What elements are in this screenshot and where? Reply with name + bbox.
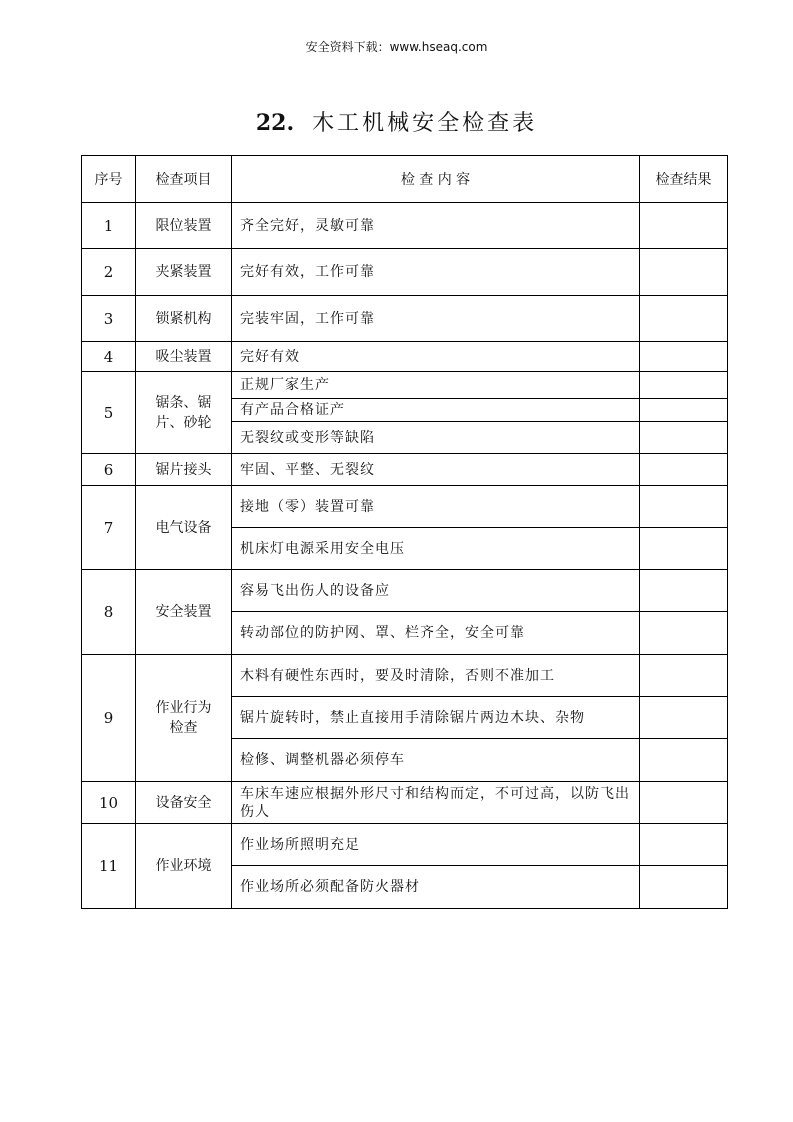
row-content: 牢固、平整、无裂纹 — [232, 454, 640, 486]
inspection-table — [81, 155, 728, 909]
result-cell — [640, 342, 728, 372]
row-item: 限位装置 — [136, 203, 232, 249]
result-cell — [640, 399, 728, 422]
result-cell — [640, 570, 728, 612]
row-number: 11 — [82, 824, 136, 909]
table-row — [82, 454, 728, 486]
row-item: 安全装置 — [136, 570, 232, 655]
row-content: 完好有效 — [232, 342, 640, 372]
result-cell — [640, 203, 728, 249]
table-row — [82, 824, 728, 866]
result-cell — [640, 612, 728, 655]
row-number: 10 — [82, 782, 136, 824]
result-cell — [640, 782, 728, 824]
table-row — [82, 570, 728, 612]
table-row — [82, 203, 728, 249]
row-content: 接地（零）装置可靠 — [232, 486, 640, 528]
result-cell — [640, 454, 728, 486]
row-number: 7 — [82, 486, 136, 570]
row-content: 有产品合格证产 — [232, 399, 640, 422]
row-number: 3 — [82, 296, 136, 342]
row-item: 锯片接头 — [136, 454, 232, 486]
row-number: 5 — [82, 372, 136, 454]
column-header-content: 检 查 内 容 — [232, 156, 640, 203]
row-content: 无裂纹或变形等缺陷 — [232, 422, 640, 454]
column-header-num: 序号 — [82, 156, 136, 203]
row-content: 作业场所必须配备防火器材 — [232, 866, 640, 909]
result-cell — [640, 249, 728, 296]
page-title — [0, 106, 793, 137]
row-content: 作业场所照明充足 — [232, 824, 640, 866]
column-header-item: 检查项目 — [136, 156, 232, 203]
row-number: 6 — [82, 454, 136, 486]
result-cell — [640, 866, 728, 909]
row-content: 锯片旋转时，禁止直接用手清除锯片两边木块、杂物 — [232, 697, 640, 739]
row-item: 夹紧装置 — [136, 249, 232, 296]
row-content: 正规厂家生产 — [232, 372, 640, 399]
table-row — [82, 486, 728, 528]
row-item: 电气设备 — [136, 486, 232, 570]
result-cell — [640, 372, 728, 399]
row-item: 设备安全 — [136, 782, 232, 824]
row-content: 完装牢固，工作可靠 — [232, 296, 640, 342]
row-content: 木料有硬性东西时，要及时清除，否则不准加工 — [232, 655, 640, 697]
column-header-result: 检查结果 — [640, 156, 728, 203]
row-number: 1 — [82, 203, 136, 249]
result-cell — [640, 697, 728, 739]
row-content: 齐全完好，灵敏可靠 — [232, 203, 640, 249]
row-item: 锯条、锯片、砂轮 — [136, 372, 232, 454]
row-number: 2 — [82, 249, 136, 296]
table-row — [82, 342, 728, 372]
row-content: 检修、调整机器必须停车 — [232, 739, 640, 782]
row-content: 车床车速应根据外形尺寸和结构而定，不可过高，以防飞出伤人 — [232, 782, 640, 824]
title-text: 木工机械安全检查表 — [312, 111, 538, 136]
result-cell — [640, 296, 728, 342]
result-cell — [640, 655, 728, 697]
row-content: 转动部位的防护网、罩、栏齐全，安全可靠 — [232, 612, 640, 655]
row-item: 锁紧机构 — [136, 296, 232, 342]
row-content: 机床灯电源采用安全电压 — [232, 528, 640, 570]
table-row — [82, 782, 728, 824]
result-cell — [640, 528, 728, 570]
row-number: 4 — [82, 342, 136, 372]
row-item: 作业环境 — [136, 824, 232, 909]
table-row — [82, 296, 728, 342]
row-content: 容易飞出伤人的设备应 — [232, 570, 640, 612]
page-header: 安全资料下载：www.hseaq.com — [305, 40, 488, 54]
title-number: 22. — [255, 110, 295, 136]
result-cell — [640, 824, 728, 866]
table-row — [82, 372, 728, 399]
table-row — [82, 655, 728, 697]
row-item: 吸尘装置 — [136, 342, 232, 372]
row-number: 8 — [82, 570, 136, 655]
result-cell — [640, 486, 728, 528]
result-cell — [640, 739, 728, 782]
row-number: 9 — [82, 655, 136, 782]
row-item: 作业行为检查 — [136, 655, 232, 782]
row-content: 完好有效，工作可靠 — [232, 249, 640, 296]
result-cell — [640, 422, 728, 454]
table-header-row — [82, 156, 728, 203]
table-row — [82, 249, 728, 296]
